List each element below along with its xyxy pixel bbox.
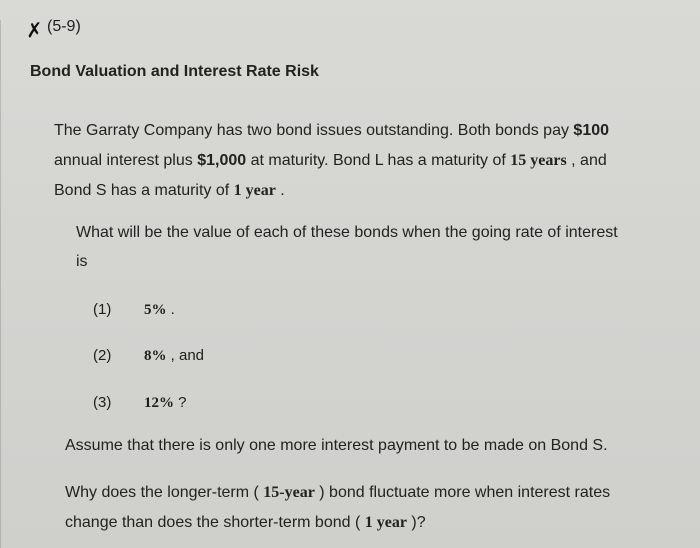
rate-suffix: . bbox=[166, 301, 175, 318]
why-text: Why does the longer-term ( bbox=[65, 484, 264, 501]
par-amount: $1,000 bbox=[197, 152, 247, 169]
short-term-label: 1 year bbox=[364, 514, 407, 531]
rate-value: 8% bbox=[144, 348, 167, 364]
rate-suffix: ? bbox=[174, 394, 187, 411]
intro-text: Bond S has a maturity of bbox=[54, 182, 234, 199]
intro-line-1 bbox=[54, 122, 609, 140]
bond-s-maturity: 1 year bbox=[233, 182, 276, 199]
intro-line-3 bbox=[54, 182, 285, 200]
question-line-1: What will be the value of each of these bonds when the going rate of interest bbox=[76, 224, 618, 241]
why-text: change than does the shorter-term bond ( bbox=[65, 514, 365, 531]
intro-line-2 bbox=[54, 152, 607, 170]
why-line-2 bbox=[65, 514, 426, 532]
problem-tag: (5-9) bbox=[47, 18, 81, 35]
why-text: )? bbox=[406, 514, 426, 531]
problem-title: Bond Valuation and Interest Rate Risk bbox=[30, 63, 319, 80]
rate-value: 12% bbox=[144, 395, 174, 411]
long-term-label: 15-year bbox=[263, 484, 315, 501]
intro-text: The Garraty Company has two bond issues outstanding. Both bonds pay bbox=[54, 122, 574, 139]
rate-number-1: (1) bbox=[93, 301, 112, 318]
intro-text: annual interest plus bbox=[54, 152, 198, 169]
assumption-text: Assume that there is only one more interest payment to be made on Bond S. bbox=[65, 437, 608, 454]
rate-item-2 bbox=[144, 347, 204, 365]
question-line-2: is bbox=[76, 253, 88, 270]
intro-text: , and bbox=[566, 152, 607, 169]
rate-suffix: , and bbox=[166, 347, 205, 364]
coupon-amount: $100 bbox=[573, 122, 610, 139]
rate-number-3: (3) bbox=[93, 394, 112, 411]
rate-item-1 bbox=[144, 301, 175, 319]
rate-item-3 bbox=[144, 394, 187, 412]
page-edge bbox=[0, 20, 1, 548]
why-line-1 bbox=[65, 484, 610, 502]
check-mark-icon: ✗ bbox=[25, 19, 44, 43]
bond-l-maturity: 15 years bbox=[510, 152, 567, 169]
rate-value: 5% bbox=[144, 302, 167, 318]
intro-text: . bbox=[275, 182, 285, 199]
why-text: ) bond fluctuate more when interest rates bbox=[314, 484, 611, 501]
rate-number-2: (2) bbox=[93, 347, 112, 364]
intro-text: at maturity. Bond L has a maturity of bbox=[246, 152, 511, 169]
